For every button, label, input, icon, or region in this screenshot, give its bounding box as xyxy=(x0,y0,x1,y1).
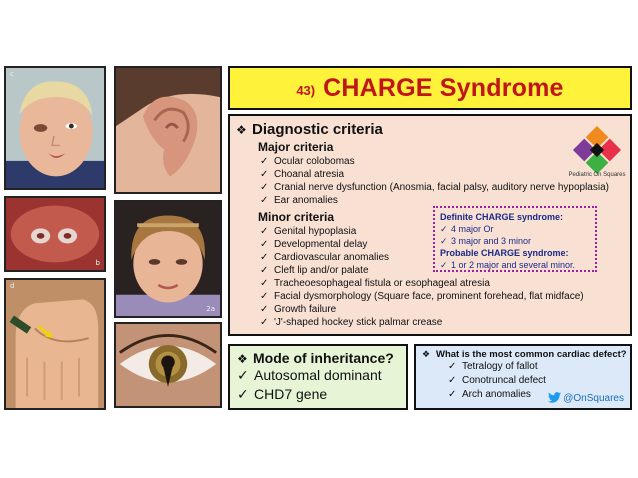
list-item: ✓ Facial dysmorphology (Square face, prominent forehead, flat midface) xyxy=(260,291,584,302)
inheritance-panel xyxy=(228,344,408,410)
photo-label: b xyxy=(95,259,100,267)
list-item: ✓ CHD7 gene xyxy=(237,386,328,402)
criteria-heading-text: Diagnostic criteria xyxy=(252,121,383,138)
list-item: ✓ Choanal atresia xyxy=(260,169,345,180)
check-icon: ✓ xyxy=(448,389,457,400)
check-icon: ✓ xyxy=(260,195,269,206)
list-item: ✓ 'J'-shaped hockey stick palmar crease xyxy=(260,317,443,328)
photo-girl-face xyxy=(114,200,222,318)
diamond-bullet-icon: ❖ xyxy=(422,349,431,359)
minor-criteria-heading: Minor criteria xyxy=(258,210,335,224)
definite-heading: Definite CHARGE syndrome: xyxy=(440,212,564,222)
check-icon: ✓ xyxy=(260,265,269,276)
photo-label: 2a xyxy=(206,305,215,313)
photo-nasal-cavity xyxy=(4,196,106,272)
list-item: ✓ Ocular colobomas xyxy=(260,156,355,167)
list-item: ✓ Genital hypoplasia xyxy=(260,226,357,237)
slide-number: 43) xyxy=(296,82,316,98)
twitter-bird-icon xyxy=(548,392,561,403)
list-item: ✓ 3 major and 3 minor xyxy=(440,236,532,246)
check-icon: ✓ xyxy=(448,361,457,372)
photo-eye-coloboma xyxy=(114,322,222,408)
photo-label: c xyxy=(10,70,14,78)
check-icon: ✓ xyxy=(260,226,269,237)
title-banner xyxy=(228,66,632,110)
twitter-handle[interactable]: @OnSquares xyxy=(548,392,624,404)
probable-heading: Probable CHARGE syndrome: xyxy=(440,248,569,258)
cardiac-heading: ❖ What is the most common cardiac defect? xyxy=(422,349,627,360)
diamond-bullet-icon: ❖ xyxy=(236,123,247,137)
list-item: ✓ Tracheoesophageal fistula or esophageal atresia xyxy=(260,278,490,289)
diagnosis-box xyxy=(433,206,597,272)
check-icon: ✓ xyxy=(448,375,457,386)
diamond-bullet-icon: ❖ xyxy=(237,352,248,366)
criteria-heading xyxy=(236,121,383,138)
check-icon: ✓ xyxy=(440,260,448,270)
inheritance-heading: ❖ Mode of inheritance? xyxy=(237,350,394,366)
check-icon: ✓ xyxy=(260,291,269,302)
list-item: ✓ Ear anomalies xyxy=(260,195,338,206)
photo-label: d xyxy=(10,282,15,290)
major-criteria-heading: Major criteria xyxy=(258,140,334,154)
list-item: ✓ Cardiovascular anomalies xyxy=(260,252,390,263)
list-item: ✓ Growth failure xyxy=(260,304,337,315)
check-icon: ✓ xyxy=(260,317,269,328)
list-item: ✓ 4 major Or xyxy=(440,224,494,234)
check-icon: ✓ xyxy=(237,367,249,383)
page-title: CHARGE Syndrome xyxy=(323,73,564,102)
photo-ear xyxy=(114,66,222,194)
criteria-panel xyxy=(228,114,632,336)
list-item: ✓ Arch anomalies xyxy=(448,389,531,400)
list-item: ✓ Autosomal dominant xyxy=(237,367,382,383)
list-item: ✓ Developmental delay xyxy=(260,239,368,250)
check-icon: ✓ xyxy=(260,182,269,193)
check-icon: ✓ xyxy=(260,252,269,263)
major-criteria-list xyxy=(260,155,609,207)
cardiac-panel xyxy=(414,344,632,410)
list-item: ✓ Tetralogy of fallot xyxy=(448,361,538,372)
check-icon: ✓ xyxy=(260,239,269,250)
list-item: ✓ Conotruncal defect xyxy=(448,375,546,386)
check-icon: ✓ xyxy=(440,236,448,246)
check-icon: ✓ xyxy=(260,156,269,167)
check-icon: ✓ xyxy=(260,169,269,180)
list-item: ✓ Cranial nerve dysfunction (Anosmia, facial palsy, auditory nerve hypoplasia) xyxy=(260,182,609,193)
list-item: ✓ Cleft lip and/or palate xyxy=(260,265,369,276)
check-icon: ✓ xyxy=(237,386,249,402)
photo-hand xyxy=(4,278,106,410)
check-icon: ✓ xyxy=(260,304,269,315)
check-icon: ✓ xyxy=(440,224,448,234)
logo-text: Pediatric On Squares xyxy=(568,172,626,178)
pediatric-on-squares-logo xyxy=(566,122,628,178)
photo-child-face xyxy=(4,66,106,190)
check-icon: ✓ xyxy=(260,278,269,289)
list-item: ✓ 1 or 2 major and several minor. xyxy=(440,260,576,270)
